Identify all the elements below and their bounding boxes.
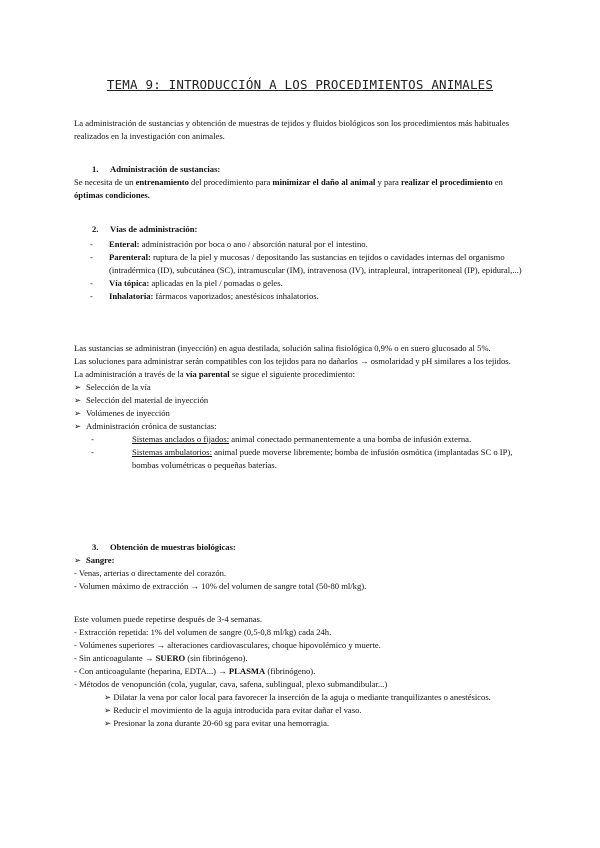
page-title: TEMA 9: INTRODUCCIÓN A LOS PROCEDIMIENTOS ANIMALES xyxy=(106,77,494,92)
list-item: - Enteral: administración por boca o ano / absorción natural por el intestino. xyxy=(90,239,368,249)
intro-paragraph xyxy=(74,117,529,143)
blood-details xyxy=(74,613,529,730)
list-item: - Volumen máximo de extracción → 10% del volumen de sangre total (50-80 ml/kg). xyxy=(74,581,367,591)
section-3-number: 3. xyxy=(92,542,99,552)
section-2-number: 2. xyxy=(92,224,99,234)
list-item: - Métodos de venopunción (cola, yugular, cava, safena, sublingual, plexo submandibular...) xyxy=(74,679,388,689)
list-item: ➢ Dilatar la vena por calor local para favorecer la inserción de la aguja o mediante tranquilizantes o anestésicos. xyxy=(104,692,491,702)
section-3-title: Obtención de muestras biológicas: xyxy=(110,542,236,552)
note-compatibility: Las soluciones para administrar serán compatibles con los tejidos para no dañarlos → osmolaridad y pH similares a los tejidos. xyxy=(74,356,511,366)
list-item: - Vía tópica: aplicadas en la piel / pomadas o geles. xyxy=(90,278,283,288)
section-1-text: Se necesita de un entrenamiento del procedimiento para minimizar el daño al animal y para realizar el procedimiento en óptimas condiciones. xyxy=(74,177,503,200)
list-item: - Sin anticoagulante → SUERO (sin fibrinógeno). xyxy=(74,653,248,663)
list-item: ➢ Reducir el movimiento de la aguja introducida para evitar dañar el vaso. xyxy=(104,705,362,715)
note-parental: La administración a través de la vía parental se sigue el siguiente procedimiento: xyxy=(74,369,355,379)
list-item: - Parenteral: ruptura de la piel y mucosas / depositando las sustancias en tejidos o cavidades internas del organismo (intradérmica (ID), subcutánea (SC), intramuscular (IM), intravenosa (IV), intrapleural, intraperitoneal (IP), epidural,...) xyxy=(90,252,522,275)
section-1-heading xyxy=(92,163,529,176)
list-item: - Con anticoagulante (heparina, EDTA...) → PLASMA (fibrinógeno). xyxy=(74,666,316,676)
section-1-title: Administración de sustancias: xyxy=(110,164,221,174)
repeat-note: Este volumen puede repetirse después de 3-4 semanas. xyxy=(74,614,263,624)
list-item: - Sistemas anclados o fijados: animal conectado permanentemente a una bomba de infusión externa. xyxy=(91,434,472,444)
list-item: - Volúmenes superiores → alteraciones cardiovasculares, choque hipovolémico y muerte. xyxy=(74,640,381,650)
note-solvents: Las sustancias se administran (inyección) en agua destilada, solución salina fisiológica 0,9% o en suero glucosado al 5%. xyxy=(74,343,491,353)
administration-notes xyxy=(74,342,529,472)
list-item: - Extracción repetida: 1% del volumen de sangre (0,5-0,8 ml/kg) cada 24h. xyxy=(74,627,332,637)
list-item: ➢ Presionar la zona durante 20-60 sg para evitar una hemorragia. xyxy=(104,718,330,728)
list-item: ➢ Selección del material de inyección xyxy=(74,395,209,405)
list-item: - Venas, arterias o directamente del corazón. xyxy=(74,568,227,578)
section-1-number: 1. xyxy=(92,164,99,174)
subheading-sangre: ➢ Sangre: xyxy=(74,555,115,565)
routes-list xyxy=(90,238,529,303)
intro-text: La administración de sustancias y obtención de muestras de tejidos y fluidos biológicos son los procedimientos más habituales realizados en la investigación con animales. xyxy=(74,118,510,141)
list-item: - Sistemas ambulatorios: animal puede moverse libremente; bomba de infusión osmótica (implantadas SC o IP), bombas volumétricas o pequeñas baterías. xyxy=(91,447,513,470)
list-item: - Inhalatoria: fármacos vaporizados; anestésicos inhalatorios. xyxy=(90,291,319,301)
section-2-title: Vías de administración: xyxy=(110,224,198,234)
section-3 xyxy=(74,541,529,593)
list-item: ➢ Selección de la vía xyxy=(74,382,151,392)
section-2 xyxy=(74,223,529,303)
list-item: ➢ Administración crónica de sustancias: xyxy=(74,421,217,431)
section-2-heading xyxy=(92,223,529,236)
list-item: ➢ Volúmenes de inyección xyxy=(74,408,170,418)
section-1 xyxy=(74,163,529,202)
section-3-heading xyxy=(92,541,529,554)
